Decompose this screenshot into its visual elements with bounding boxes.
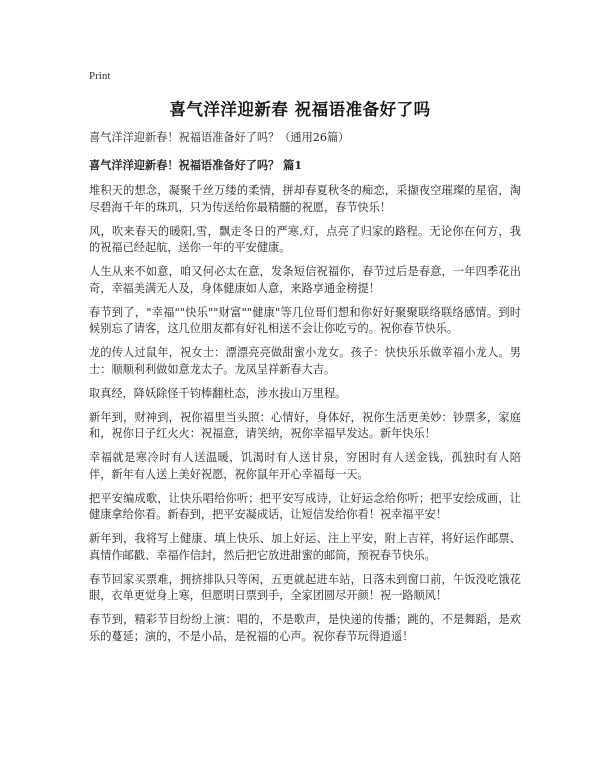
paragraph: 新年到，我将写上健康、填上快乐、加上好运、注上平安，附上吉祥，将好运作邮票、真情作邮戳、幸福作信封，然后把它放进甜蜜的邮筒，预祝春节快乐。 — [89, 532, 521, 562]
paragraph: 龙的传人过鼠年，祝女士：漂漂亮亮做甜蜜小龙女。孩子：快快乐乐做幸福小龙人。男士：顺顺利利做如意龙太子。龙凤呈祥新春大吉。 — [89, 346, 521, 376]
paragraph: 新年到，财神到，祝你福里当头照：心情好，身体好，祝你生活更美妙：钞票多，家庭和，祝你日子红火火：祝福意，请笑纳，祝你幸福早发达。新年快乐！ — [89, 410, 521, 440]
paragraph: 幸福就是寒冷时有人送温暖，饥渴时有人送甘泉，穷困时有人送金钱，孤独时有人陪伴，新年有人送上美好祝愿，祝你鼠年开心幸福每一天。 — [89, 451, 521, 481]
article-subtitle: 喜气洋洋迎新春！祝福语准备好了吗？（通用26篇） — [89, 131, 350, 144]
print-link[interactable]: Print — [89, 70, 111, 82]
paragraph: 取真经，降妖除怪千钧棒翻杜态，涉水拔山万里程。 — [89, 386, 347, 400]
paragraph: 春节到，精彩节目纷纷上演：唱的，不是歌声，是快递的传播；跳的，不是舞蹈，是欢乐的蔓延；演的，不是小品，是祝福的心声。祝你春节玩得逍遥！ — [89, 613, 521, 643]
paragraph: 春节到了，"幸福""快乐""财富""健康"等几位哥们想和你好好聚聚联络联络感情。到时候别忘了请客，这几位朋友都有好礼相送不会让你吃亏的。祝你春节快乐。 — [89, 305, 521, 335]
paragraph: 春节回家买票难，拥挤排队只等闲，五更就起进车站，日落未到窗口前，午饭没吃饿花眼，衣单更觉身上寒，但愿明日票到手，全家团圆尽开颜！祝一路顺风！ — [89, 572, 521, 602]
section-heading: 喜气洋洋迎新春！祝福语准备好了吗？ 篇1 — [89, 157, 303, 172]
paragraph: 堆积天的想念，凝聚千丝万缕的柔情，拼却春夏秋冬的痴恋，采撷夜空璀璨的星宿，淘尽碧海千年的珠玑，只为传送给你最精髓的祝愿，春节快乐！ — [89, 184, 521, 214]
paragraph: 把平安编成歌，让快乐唱给你听；把平安写成诗，让好运念给你听；把平安绘成画，让健康拿给你看。新春到，把平安凝成话，让短信发给你看！祝幸福平安！ — [89, 491, 521, 521]
page-title: 喜气洋洋迎新春 祝福语准备好了吗 — [169, 100, 431, 119]
paragraph: 人生从来不如意，咱又何必太在意，发条短信祝福你，春节过后是春意，一年四季花出奇，幸福美满无人及，身体健康如人意，来路享通金榜提！ — [89, 265, 521, 295]
paragraph: 风，吹来春天的暖阳,雪，飘走冬日的严寒,灯，点亮了归家的路程。无论你在何方，我的祝福已经起航，送你一年的平安健康。 — [89, 224, 521, 254]
article-body — [89, 130, 521, 653]
